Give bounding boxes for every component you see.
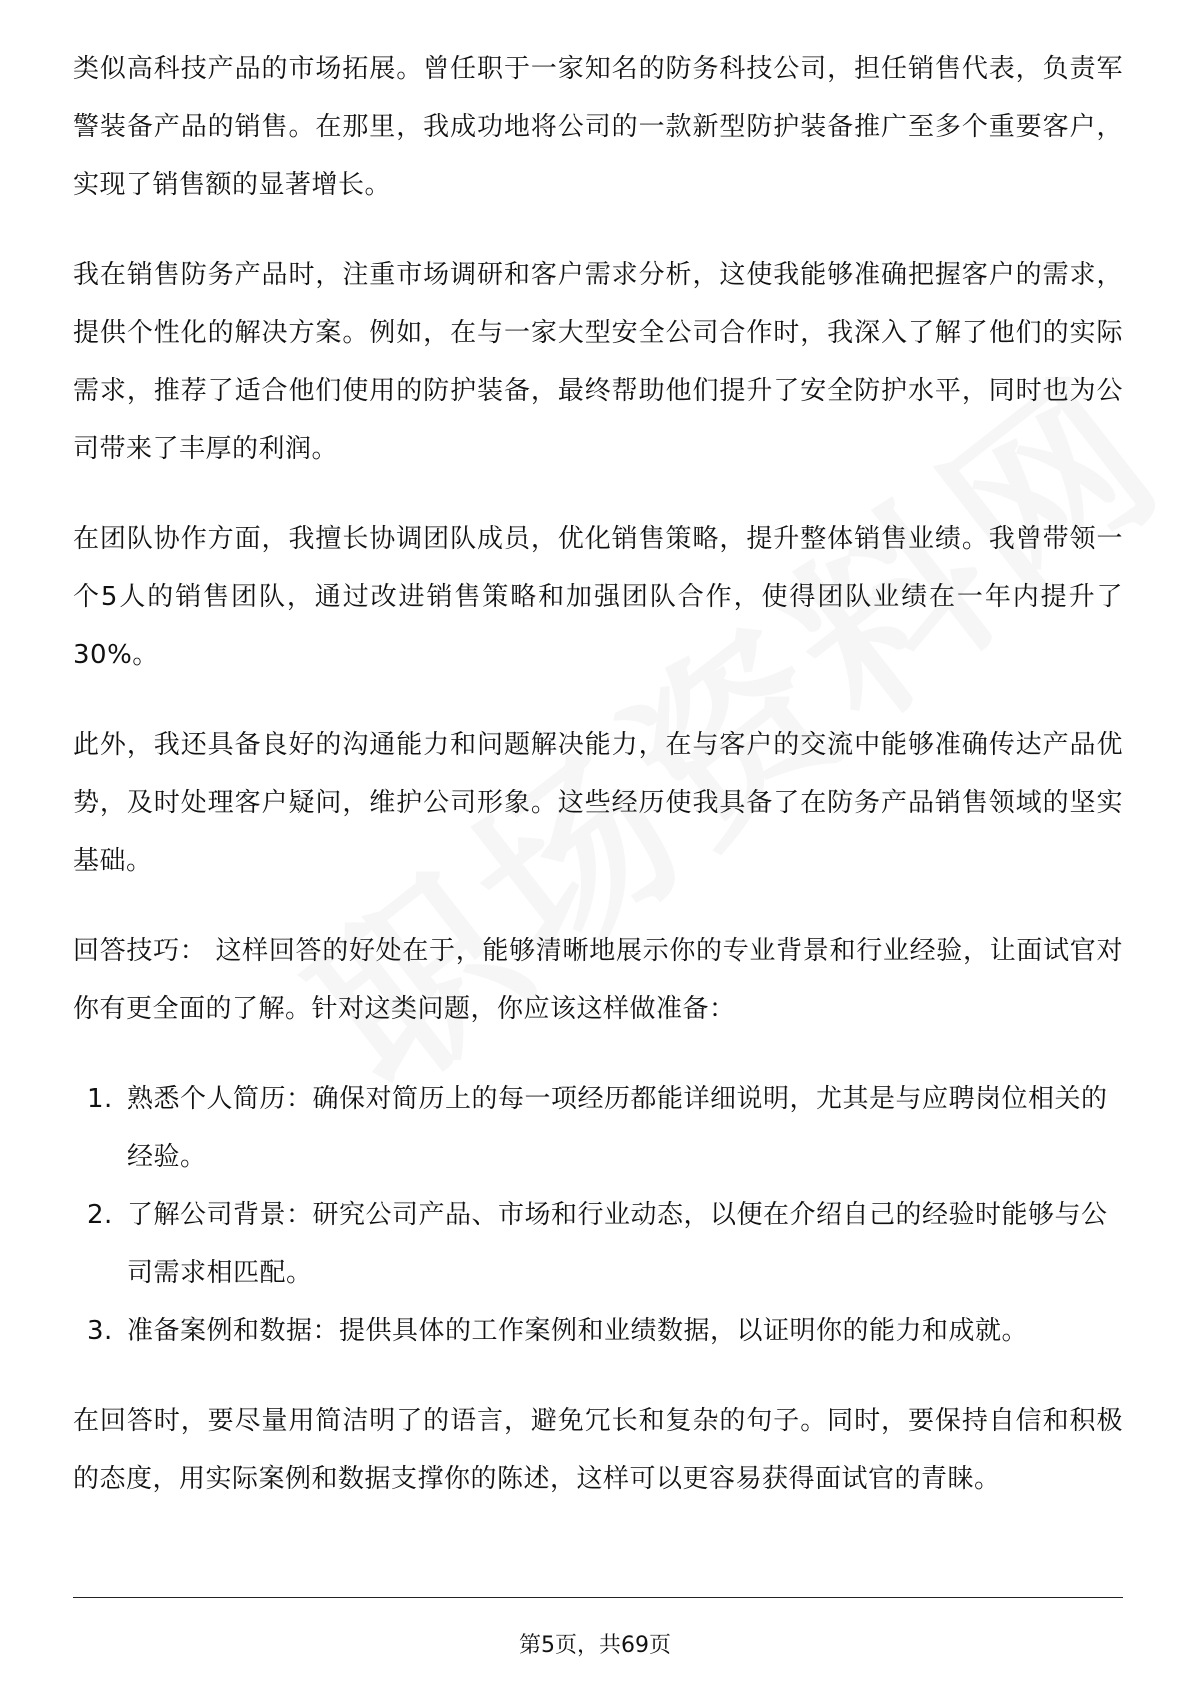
list-item <box>73 1186 1123 1302</box>
list-item-number: 1. <box>87 1084 113 1114</box>
document-body <box>73 40 1123 1540</box>
list-item <box>73 1070 1123 1186</box>
list-item-text: 熟悉个人简历：确保对简历上的每一项经历都能详细说明，尤其是与应聘岗位相关的经验。 <box>127 1084 1108 1172</box>
paragraph-teamwork: 在团队协作方面，我擅长协调团队成员，优化销售策略，提升整体销售业绩。我曾带领一个5人的销售团队，通过改进销售策略和加强团队合作，使得团队业绩在一年内提升了30%。 <box>73 524 1123 670</box>
paragraph-market-research: 我在销售防务产品时，注重市场调研和客户需求分析，这使我能够准确把握客户的需求，提供个性化的解决方案。例如，在与一家大型安全公司合作时，我深入了解了他们的实际需求，推荐了适合他们使用的防护装备，最终帮助他们提升了安全防护水平，同时也为公司带来了丰厚的利润。 <box>73 260 1123 464</box>
list-item-text: 准备案例和数据：提供具体的工作案例和业绩数据，以证明你的能力和成就。 <box>127 1316 1029 1346</box>
tips-list <box>73 1070 1123 1360</box>
footer-divider <box>73 1597 1123 1598</box>
paragraph-communication: 此外，我还具备良好的沟通能力和问题解决能力，在与客户的交流中能够准确传达产品优势，及时处理客户疑问，维护公司形象。这些经历使我具备了在防务产品销售领域的坚实基础。 <box>73 730 1123 876</box>
paragraph-experience: 类似高科技产品的市场拓展。曾任职于一家知名的防务科技公司，担任销售代表，负责军警装备产品的销售。在那里，我成功地将公司的一款新型防护装备推广至多个重要客户，实现了销售额的显著增长。 <box>73 54 1123 200</box>
list-item-number: 2. <box>87 1200 113 1230</box>
list-item <box>73 1302 1123 1360</box>
list-item-number: 3. <box>87 1316 113 1346</box>
list-item-text: 了解公司背景：研究公司产品、市场和行业动态，以便在介绍自己的经验时能够与公司需求相匹配。 <box>127 1200 1108 1288</box>
paragraph-answer-tips: 回答技巧： 这样回答的好处在于，能够清晰地展示你的专业背景和行业经验，让面试官对你有更全面的了解。针对这类问题，你应该这样做准备： <box>73 936 1123 1024</box>
paragraph-closing: 在回答时，要尽量用简洁明了的语言，避免冗长和复杂的句子。同时，要保持自信和积极的态度，用实际案例和数据支撑你的陈述，这样可以更容易获得面试官的青睐。 <box>73 1406 1123 1494</box>
page-number: 第5页，共69页 <box>519 1633 671 1658</box>
